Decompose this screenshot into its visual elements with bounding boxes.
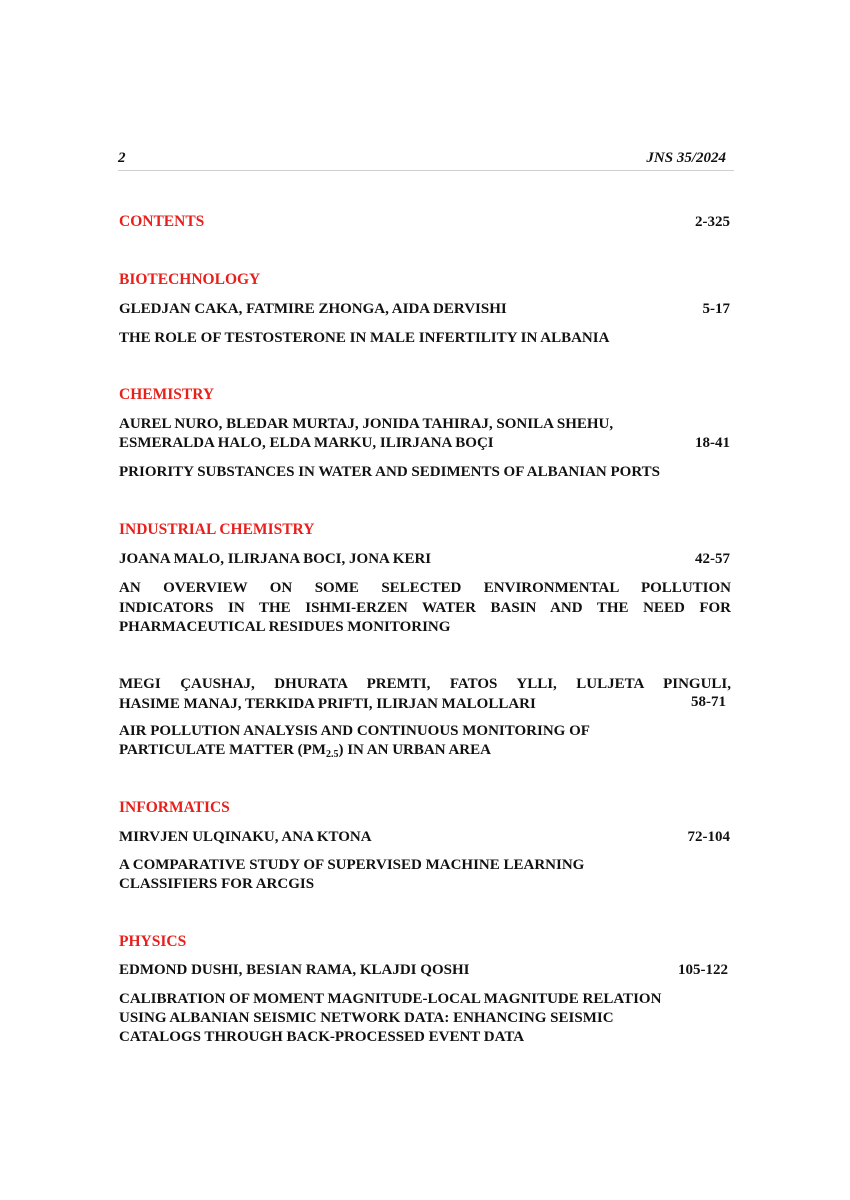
article-pages: 5-17 — [702, 301, 730, 317]
journal-issue: JNS 35/2024 — [646, 150, 726, 166]
header-rule — [118, 170, 734, 171]
article-authors: GLEDJAN CAKA, FATMIRE ZHONGA, AIDA DERVISHI — [119, 301, 507, 317]
section-title-chemistry: CHEMISTRY — [119, 386, 215, 403]
section-title-informatics: INFORMATICS — [119, 799, 230, 816]
article-title: CLASSIFIERS FOR ARCGIS — [119, 876, 315, 892]
article-authors: ESMERALDA HALO, ELDA MARKU, ILIRJANA BOÇI — [119, 435, 494, 451]
article-authors-line: HASIME MANAJ, TERKIDA PRIFTI, ILIRJAN MALOLLARI — [119, 695, 536, 712]
article-pages: 42-57 — [695, 551, 730, 567]
contents-heading: CONTENTS — [119, 213, 205, 230]
article-title-line: INDICATORS IN THE ISHMI-ERZEN WATER BASIN AND THE NEED FOR — [119, 599, 731, 616]
article-title — [119, 579, 731, 638]
article-title: THE ROLE OF TESTOSTERONE IN MALE INFERTILITY IN ALBANIA — [119, 330, 610, 346]
article-pages: 72-104 — [687, 829, 730, 845]
article-pages: 105-122 — [678, 962, 728, 978]
article-pages: 18-41 — [695, 435, 730, 451]
article-pages: 58-71 — [691, 694, 726, 710]
article-title: PRIORITY SUBSTANCES IN WATER AND SEDIMENTS OF ALBANIAN PORTS — [119, 464, 660, 480]
article-title: A COMPARATIVE STUDY OF SUPERVISED MACHINE LEARNING — [119, 857, 585, 873]
section-title-physics: PHYSICS — [119, 933, 187, 950]
section-title-industrial-chemistry: INDUSTRIAL CHEMISTRY — [119, 521, 315, 538]
section-title-biotechnology: BIOTECHNOLOGY — [119, 271, 261, 288]
article-title-line: PHARMACEUTICAL RESIDUES MONITORING — [119, 619, 451, 635]
article-title-part: PARTICULATE MATTER (PM — [119, 742, 326, 758]
article-title: USING ALBANIAN SEISMIC NETWORK DATA: ENHANCING SEISMIC — [119, 1010, 614, 1026]
article-title: AIR POLLUTION ANALYSIS AND CONTINUOUS MONITORING OF — [119, 723, 590, 739]
article-title — [119, 742, 491, 760]
article-authors: AUREL NURO, BLEDAR MURTAJ, JONIDA TAHIRAJ, SONILA SHEHU, — [119, 416, 614, 432]
article-authors-line: MEGI ÇAUSHAJ, DHURATA PREMTI, FATOS YLLI, LULJETA PINGULI, — [119, 676, 731, 692]
pm-subscript: 2.5 — [325, 749, 339, 760]
article-title-part: ) IN AN URBAN AREA — [338, 742, 491, 758]
article-authors: EDMOND DUSHI, BESIAN RAMA, KLAJDI QOSHI — [119, 962, 470, 978]
article-title: CALIBRATION OF MOMENT MAGNITUDE-LOCAL MAGNITUDE RELATION — [119, 991, 662, 1007]
contents-pages: 2-325 — [695, 214, 730, 230]
article-title-line: AN OVERVIEW ON SOME SELECTED ENVIRONMENTAL POLLUTION — [119, 580, 731, 596]
article-title: CATALOGS THROUGH BACK-PROCESSED EVENT DATA — [119, 1029, 525, 1045]
article-authors: MIRVJEN ULQINAKU, ANA KTONA — [119, 829, 372, 845]
article-authors: JOANA MALO, ILIRJANA BOCI, JONA KERI — [119, 551, 432, 567]
article-authors — [119, 675, 731, 714]
page-number: 2 — [118, 150, 126, 166]
